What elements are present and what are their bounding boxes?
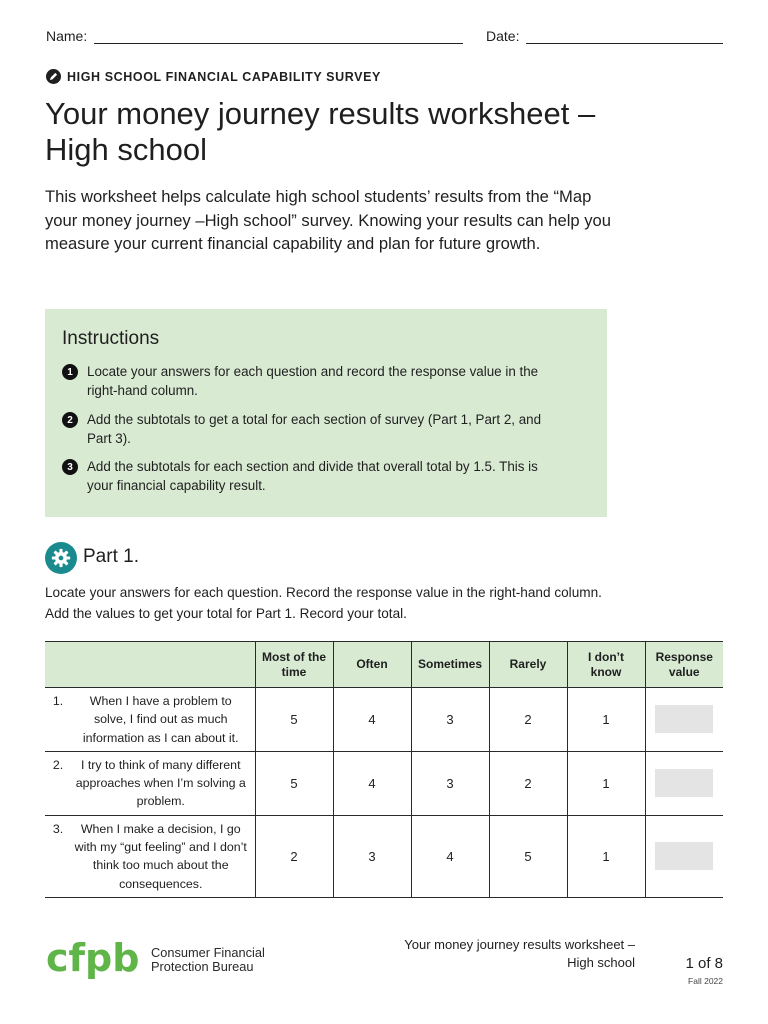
page-title <box>45 96 705 168</box>
org-line-2: Protection Bureau <box>151 959 254 974</box>
column-header: Rarely <box>489 642 567 688</box>
org-line-1: Consumer Financial <box>151 945 265 960</box>
instruction-step <box>62 457 562 495</box>
value-cell: 5 <box>255 688 333 752</box>
table-header-row <box>45 642 723 688</box>
value-cell: 3 <box>411 688 489 752</box>
logo-text: cfpb <box>46 937 140 980</box>
question-text: When I make a decision, I go with my “gut feeling” and I don’t think too much about the consequences. <box>74 821 247 891</box>
title-line-1: Your money journey results worksheet – <box>45 96 596 131</box>
question-cell <box>45 751 255 815</box>
footer-doc-title <box>360 936 635 972</box>
table-row <box>45 751 723 815</box>
response-value-input[interactable] <box>655 769 713 797</box>
value-cell: 2 <box>489 688 567 752</box>
instructions-title: Instructions <box>62 328 160 349</box>
value-cell: 5 <box>489 815 567 897</box>
kicker-text: HIGH SCHOOL FINANCIAL CAPABILITY SURVEY <box>67 69 381 84</box>
value-cell: 4 <box>333 751 411 815</box>
date-label: Date: <box>486 28 520 44</box>
value-cell: 1 <box>567 815 645 897</box>
step-number-badge: 1 <box>62 364 78 380</box>
value-cell: 2 <box>255 815 333 897</box>
step-number-badge: 2 <box>62 412 78 428</box>
question-cell <box>45 815 255 897</box>
part-title: Part 1. <box>83 546 139 567</box>
pencil-icon <box>46 69 61 84</box>
response-value-input[interactable] <box>655 842 713 870</box>
value-cell: 3 <box>333 815 411 897</box>
org-name <box>151 946 265 974</box>
cfpb-logo <box>46 937 142 990</box>
page-number: 1 of 8 <box>685 955 723 972</box>
value-cell: 5 <box>255 751 333 815</box>
step-text: Locate your answers for each question and record the response value in the right-hand column. <box>87 364 539 398</box>
value-cell: 4 <box>333 688 411 752</box>
question-text: When I have a problem to solve, I find out as much information as I can about it. <box>82 694 239 745</box>
part-description: Locate your answers for each question. Record the response value in the right-hand column. Add the values to get your total for Part 1. Record your total. <box>45 585 602 621</box>
question-number: 2. <box>52 757 64 772</box>
value-cell: 1 <box>567 751 645 815</box>
table-row <box>45 815 723 897</box>
value-cell: 2 <box>489 751 567 815</box>
column-header: Sometimes <box>411 642 489 688</box>
gear-icon <box>45 542 77 574</box>
intro-paragraph: This worksheet helps calculate high school students’ results from the “Map your money journey –High school” survey. Knowing your results can help you measure your current financial capability and plan for future growth. <box>45 187 612 254</box>
footer-title-line-1: Your money journey results worksheet – <box>404 937 635 952</box>
name-field[interactable] <box>94 43 463 44</box>
step-text: Add the subtotals for each section and divide that overall total by 1.5. This is your financial capability result. <box>87 459 538 493</box>
name-label: Name: <box>46 28 88 44</box>
table-row <box>45 688 723 752</box>
column-header <box>45 642 255 688</box>
edition-date: Fall 2022 <box>688 976 723 986</box>
date-field[interactable] <box>526 43 723 44</box>
question-cell <box>45 688 255 752</box>
response-cell <box>645 815 723 897</box>
instruction-step <box>62 362 562 400</box>
value-cell: 4 <box>411 815 489 897</box>
column-header: Most of the time <box>255 642 333 688</box>
value-cell: 3 <box>411 751 489 815</box>
step-text: Add the subtotals to get a total for each section of survey (Part 1, Part 2, and Part 3). <box>87 412 542 446</box>
question-text: I try to think of many different approaches when I’m solving a problem. <box>75 757 246 809</box>
step-number-badge: 3 <box>62 459 78 475</box>
value-cell: 1 <box>567 688 645 752</box>
survey-kicker <box>46 69 381 84</box>
question-number: 1. <box>52 694 64 708</box>
response-value-input[interactable] <box>655 705 713 733</box>
column-header: Response value <box>645 642 723 688</box>
footer-title-line-2: High school <box>567 955 635 970</box>
title-line-2: High school <box>45 132 207 167</box>
question-number: 3. <box>52 821 64 836</box>
response-cell <box>645 688 723 752</box>
instruction-step <box>62 410 562 448</box>
column-header: Often <box>333 642 411 688</box>
response-cell <box>645 751 723 815</box>
survey-table <box>45 641 723 898</box>
column-header: I don’t know <box>567 642 645 688</box>
